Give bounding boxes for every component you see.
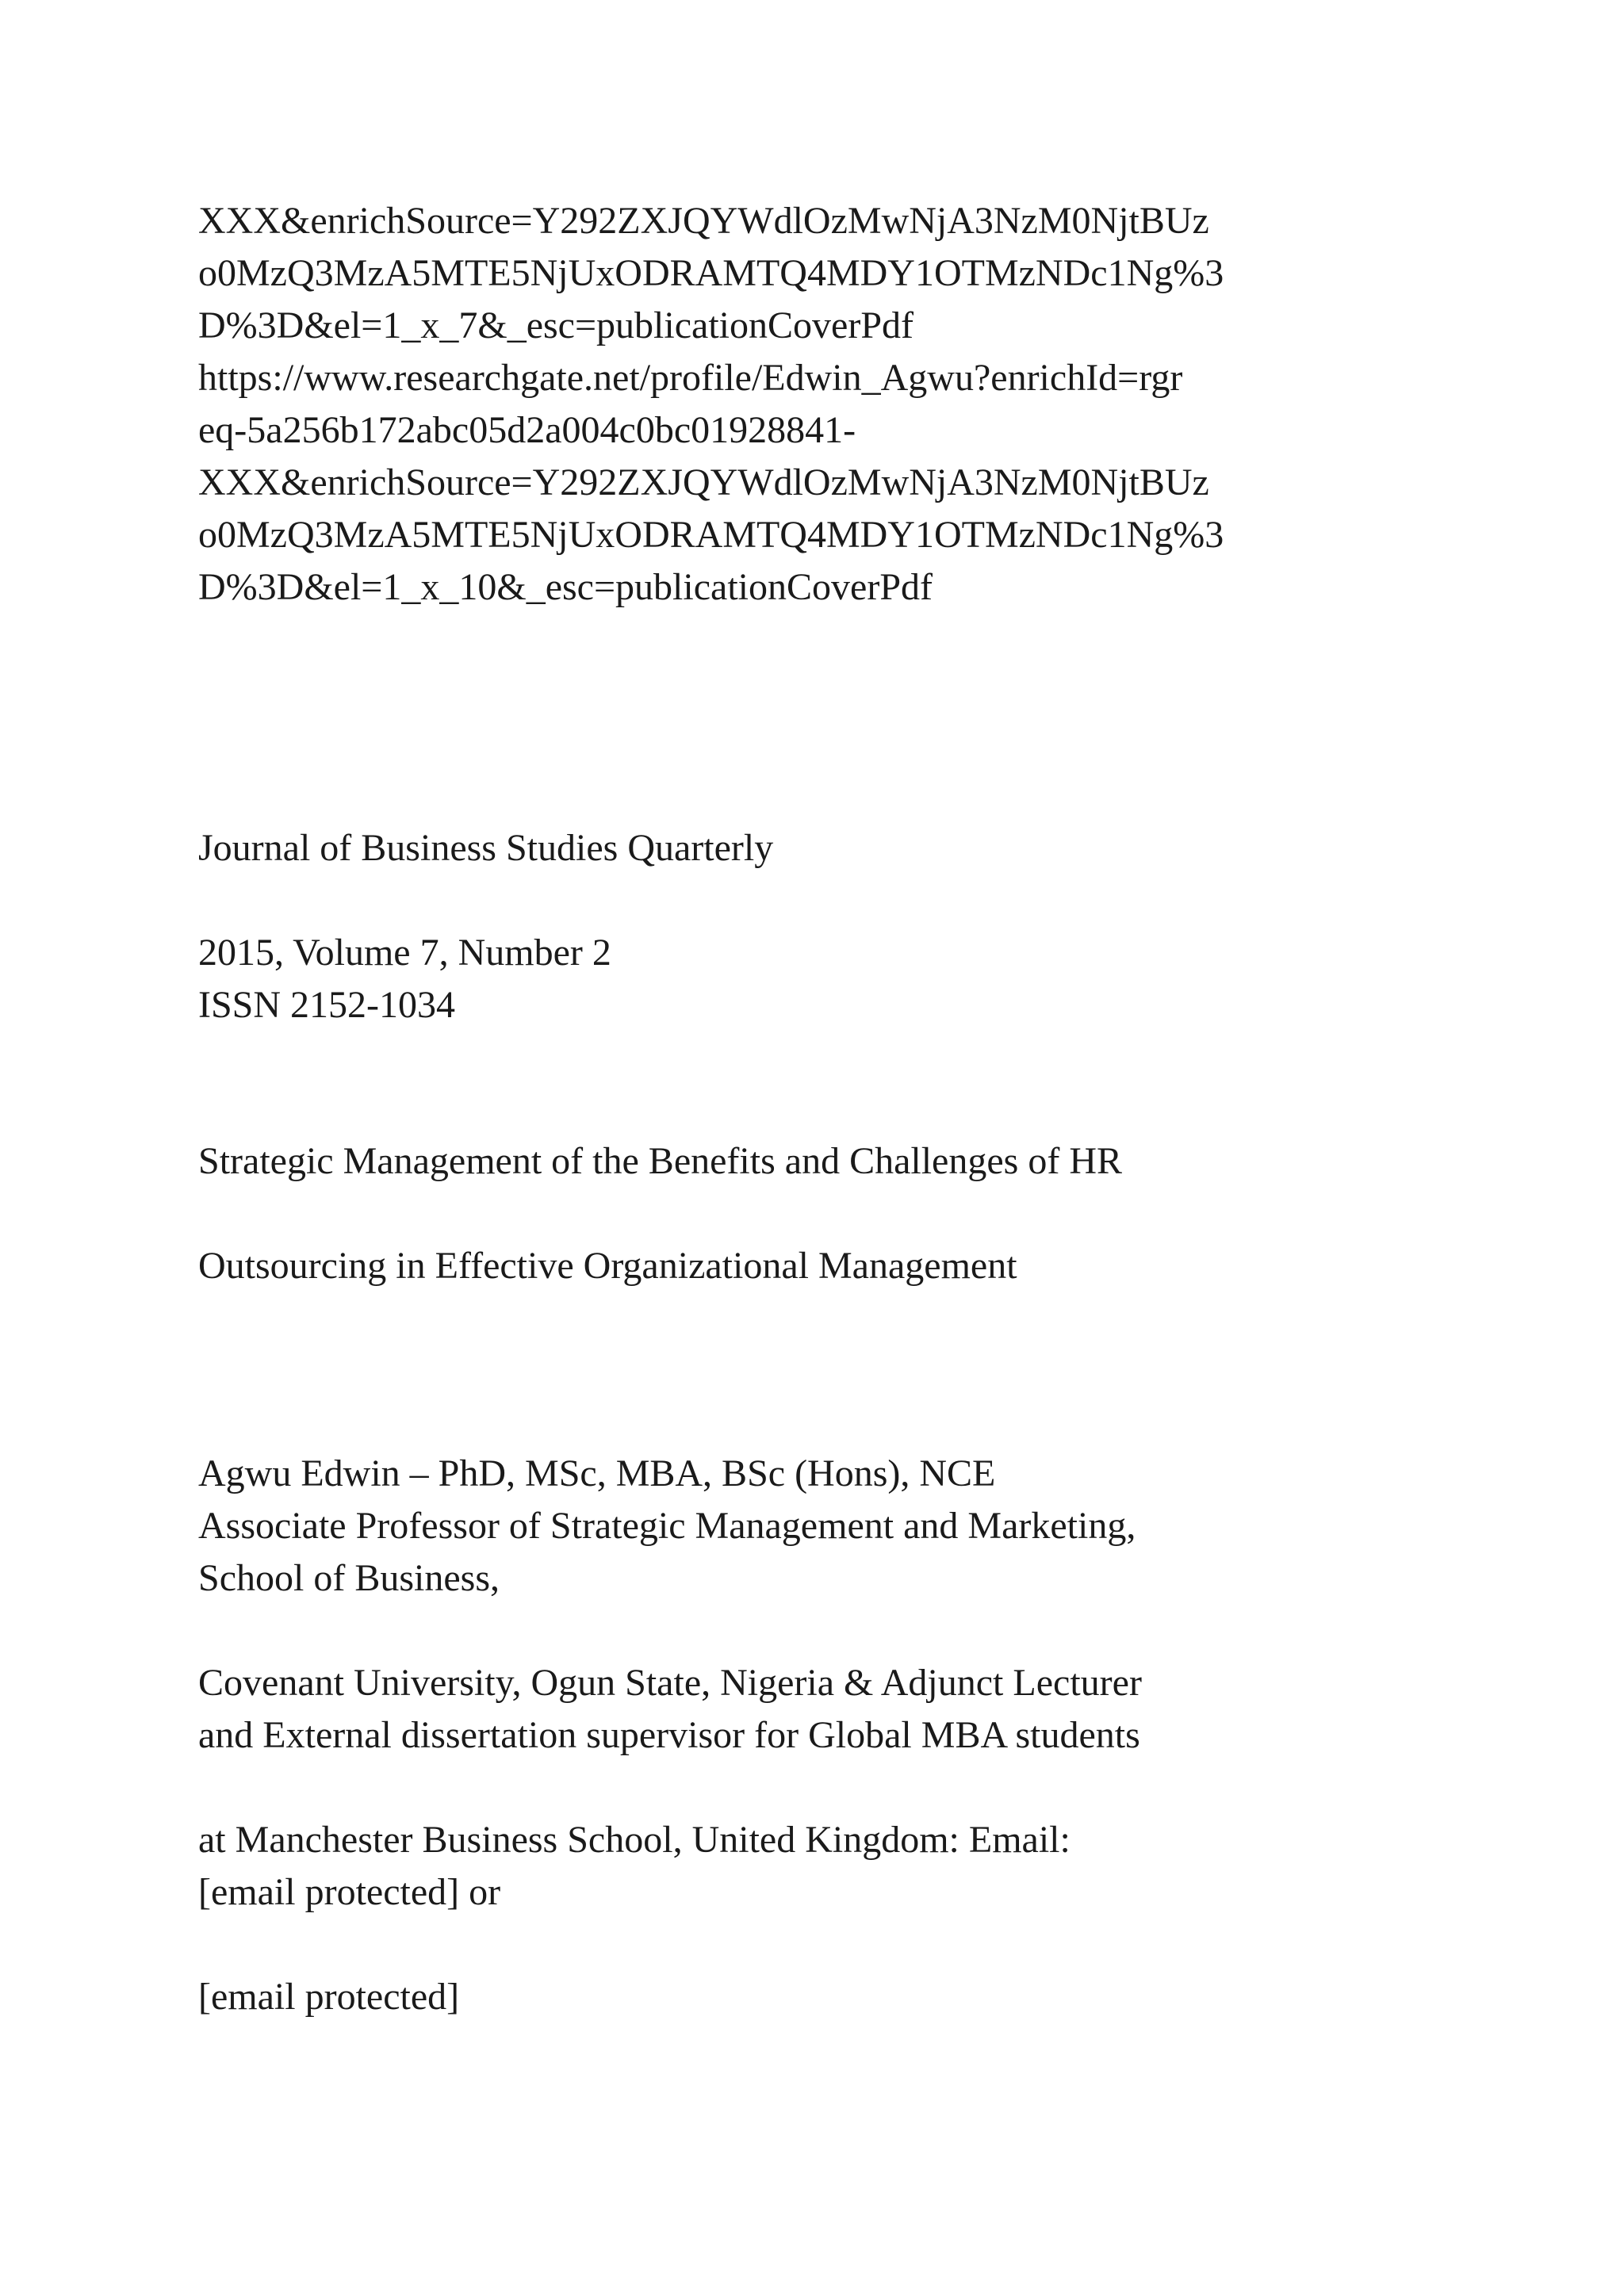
author-email-2: [email protected] — [198, 1976, 460, 2018]
url-line-7: o0MzQ3MzA5MTE5NjUxODRAMTQ4MDY1OTMzNDc1Ng%3 — [198, 514, 1224, 556]
author-position: Associate Professor of Strategic Management and Marketing, — [198, 1505, 1136, 1547]
author-school: School of Business, — [198, 1557, 500, 1599]
author-email-1: [email protected] or — [198, 1871, 501, 1913]
url-line-4: https://www.researchgate.net/profile/Edwin_Agwu?enrichId=rgr — [198, 357, 1183, 399]
journal-volume: 2015, Volume 7, Number 2 — [198, 932, 611, 974]
url-line-3: D%3D&el=1_x_7&_esc=publicationCoverPdf — [198, 304, 914, 346]
paper-title-line-1: Strategic Management of the Benefits and Challenges of HR — [198, 1140, 1123, 1182]
journal-issn: ISSN 2152-1034 — [198, 984, 456, 1026]
url-line-8: D%3D&el=1_x_10&_esc=publicationCoverPdf — [198, 566, 933, 608]
url-line-6: XXX&enrichSource=Y292ZXJQYWdlOzMwNjA3NzM0NjtBUz — [198, 461, 1209, 503]
journal-name: Journal of Business Studies Quarterly — [198, 827, 774, 869]
author-name: Agwu Edwin – PhD, MSc, MBA, BSc (Hons), NCE — [198, 1452, 996, 1494]
url-line-5: eq-5a256b172abc05d2a004c0bc01928841- — [198, 409, 856, 451]
author-affiliation-3: at Manchester Business School, United Kingdom: Email: — [198, 1819, 1071, 1861]
paper-title-line-2: Outsourcing in Effective Organizational Management — [198, 1245, 1017, 1287]
url-line-1: XXX&enrichSource=Y292ZXJQYWdlOzMwNjA3NzM0NjtBUz — [198, 200, 1209, 242]
url-line-2: o0MzQ3MzA5MTE5NjUxODRAMTQ4MDY1OTMzNDc1Ng%3 — [198, 252, 1224, 294]
author-affiliation-2: and External dissertation supervisor for Global MBA students — [198, 1714, 1140, 1756]
author-affiliation-1: Covenant University, Ogun State, Nigeria & Adjunct Lecturer — [198, 1662, 1142, 1704]
